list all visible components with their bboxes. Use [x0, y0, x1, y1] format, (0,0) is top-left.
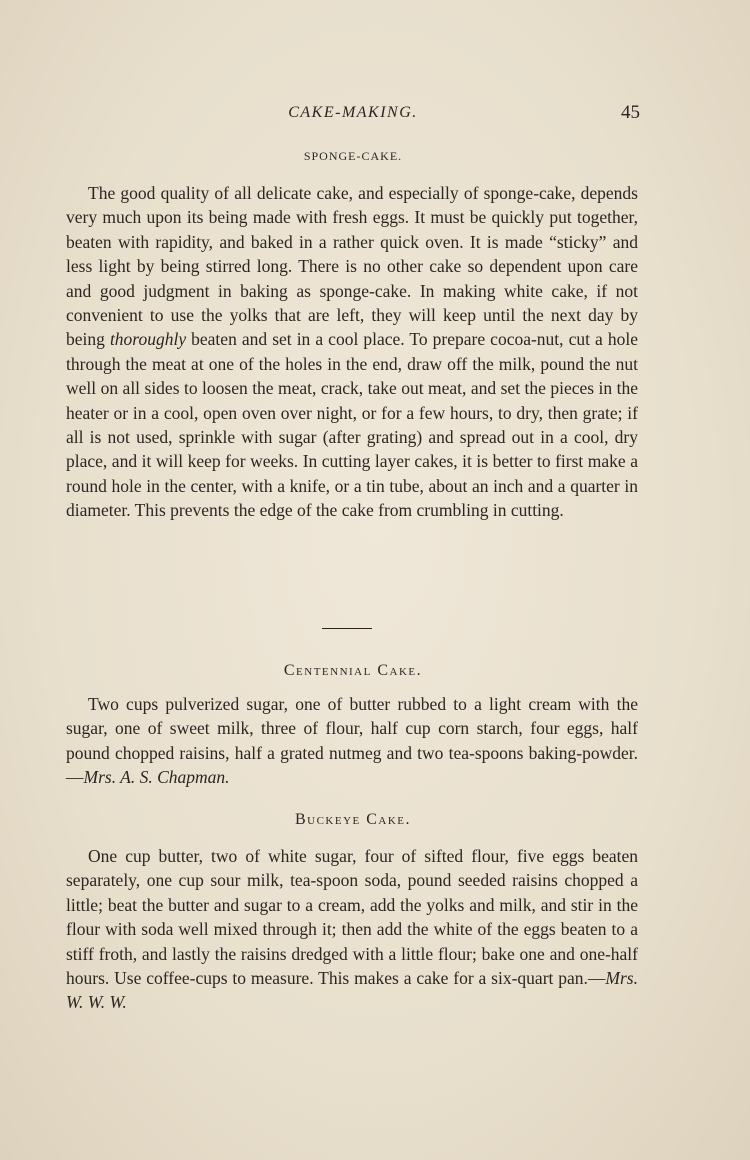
- paragraph-text: One cup butter, two of white sugar, four of sifted flour, five eggs beaten separately, one cup sour milk, tea-spoon soda, pound seeded raisins chopped a little; beat the butter and sugar to a cream, add the yolks and milk, and stir in the flour with soda well mixed through it; then add the white of the eggs beaten to a stiff froth, and lastly the raisins dredged with a little flour; bake one and one-half hours. Use coffee-cups to measure. This makes a cake for a six-quart pan.—: [66, 846, 638, 989]
- paragraph-buckeye-cake: [66, 844, 638, 1015]
- section-title-centennial-cake: Centennial Cake.: [283, 662, 423, 679]
- paragraph-sponge-cake: [66, 181, 638, 523]
- recipe-attribution: Mrs. A. S. Chapman.: [83, 767, 230, 788]
- page-number: 45: [621, 102, 640, 123]
- running-title: CAKE-MAKING.: [288, 104, 418, 121]
- paragraph-text: The good quality of all delicate cake, and especially of sponge-cake, depends very much upon its being made with fresh eggs. It must be quickly put together, beaten with rapidity, and baked in a rather quick oven. It is made “sticky” and less light by being stirred long. There is no other cake so dependent upon care and good judgment in baking as sponge-cake. In making white cake, if not convenient to use the yolks that are left, they will keep until the next day by being: [66, 183, 638, 350]
- running-head: [66, 100, 640, 130]
- paragraph-centennial-cake: [66, 692, 638, 790]
- paragraph-text: Two cups pulverized sugar, one of butter rubbed to a light cream with the sugar, one of sweet milk, three of flour, half cup corn starch, four eggs, half pound chopped raisins, half a grated nutmeg and two tea-spoons baking-powder.—: [66, 694, 638, 788]
- section-title-buckeye-cake: Buckeye Cake.: [294, 811, 412, 828]
- section-title-sponge-cake: SPONGE-CAKE.: [303, 149, 403, 163]
- paragraph-italic-text: thoroughly: [109, 329, 187, 350]
- paragraph-text: beaten and set in a cool place. To prepare cocoa-nut, cut a hole through the meat at one of the holes in the end, draw off the milk, pound the nut well on all sides to loosen the meat, crack, take out meat, and set the pieces in the heater or in a cool, open oven over night, or for a few hours, to dry, then grate; if all is not used, sprinkle with sugar (after grating) and spread out in a cool, dry place, and it will keep for weeks. In cutting layer cakes, it is better to first make a round hole in the center, with a knife, or a tin tube, about an inch and a quarter in diameter. This prevents the edge of the cake from crumbling in cutting.: [66, 329, 638, 521]
- recipe-attribution: Mrs. W. W. W.: [66, 968, 638, 1013]
- section-divider: [322, 628, 372, 629]
